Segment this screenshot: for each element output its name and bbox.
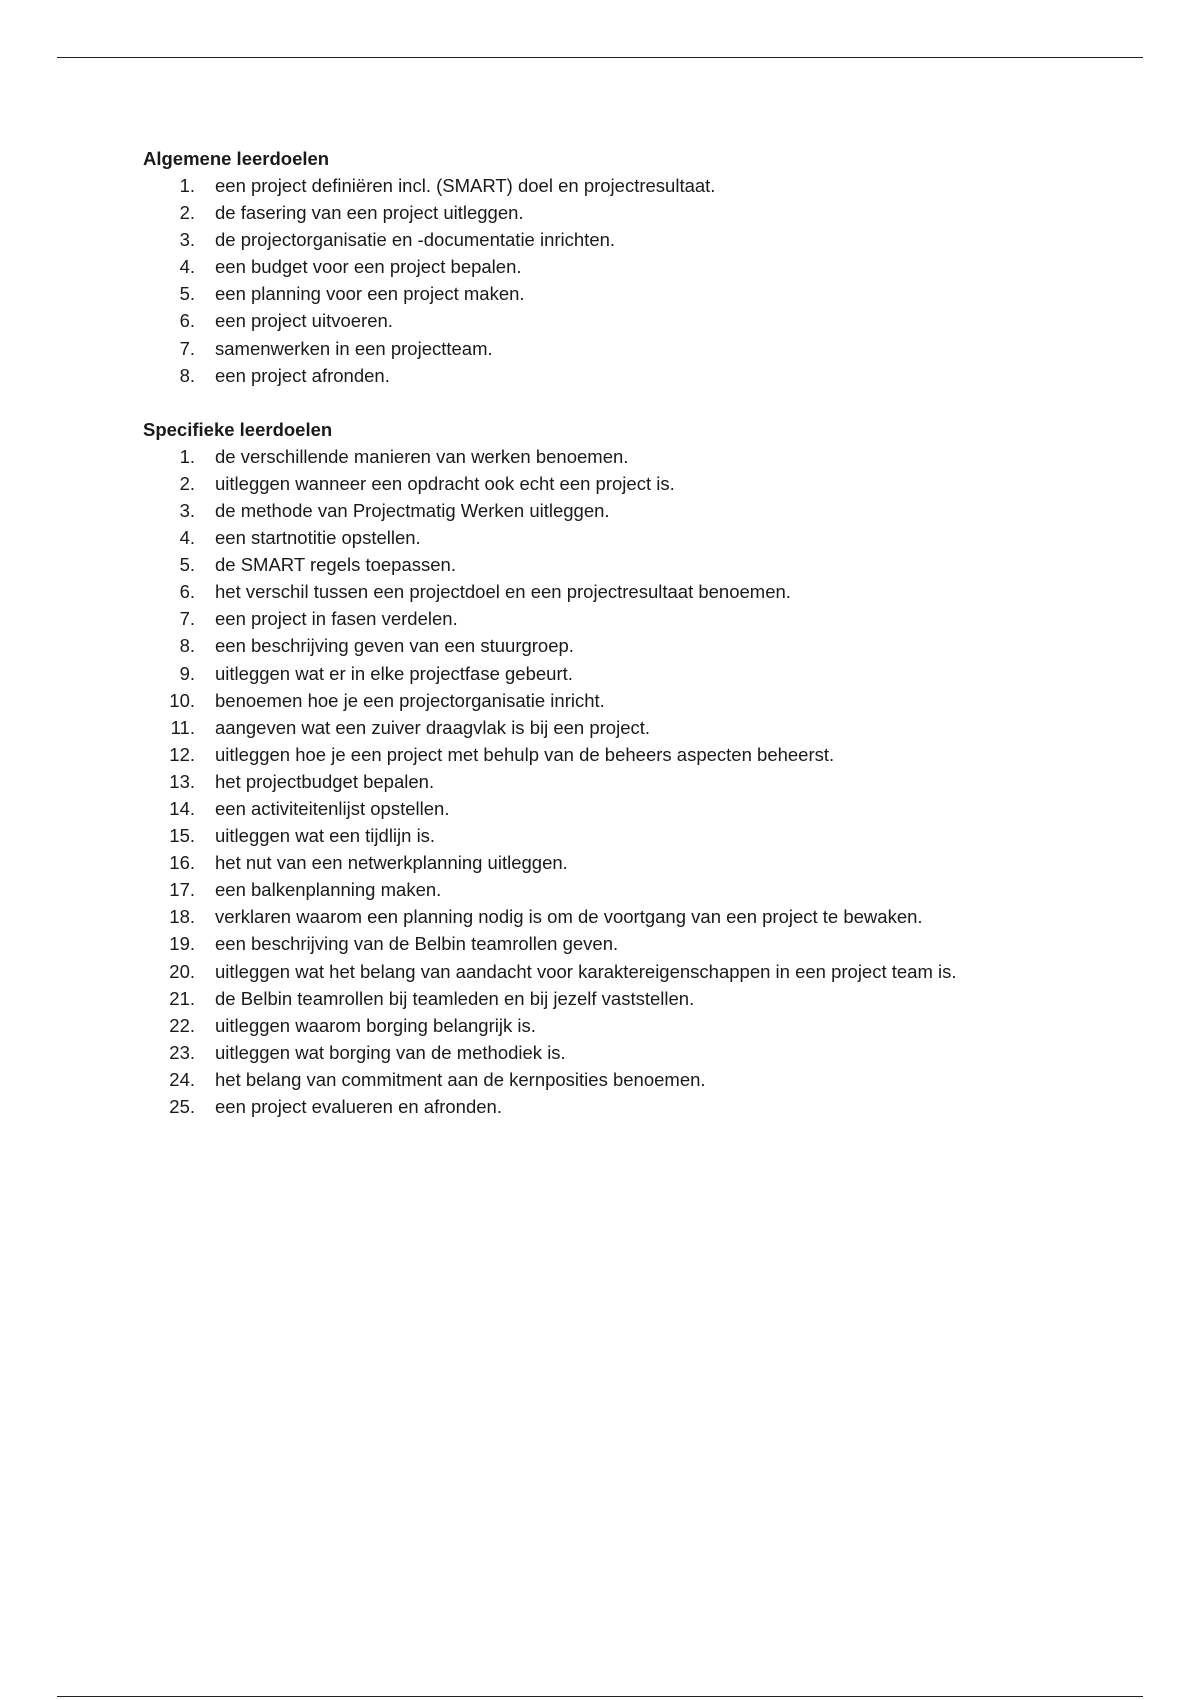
item-number: 2. [179,472,195,494]
list-item [143,199,1143,226]
item-text: uitleggen wat er in elke projectfase gebeurt. [215,662,573,684]
section-spacer [143,389,1143,416]
list-item [143,822,1143,849]
item-number: 4. [179,256,195,278]
list-item [143,1066,1143,1093]
header-rule [57,57,1143,58]
list-item [143,335,1143,362]
item-number: 4. [179,527,195,549]
item-text: het verschil tussen een projectdoel en een projectresultaat benoemen. [215,581,791,603]
list-item [143,768,1143,795]
learning-goals-list [143,172,1143,389]
item-number: 8. [179,635,195,657]
list-item [143,958,1143,985]
item-number: 1. [179,445,195,467]
item-number: 14. [169,797,195,819]
list-item [143,1039,1143,1066]
item-text: het nut van een netwerkplanning uitleggen. [215,852,568,874]
item-text: een planning voor een project maken. [215,283,525,305]
item-text: de methode van Projectmatig Werken uitleggen. [215,499,610,521]
item-text: de verschillende manieren van werken benoemen. [215,445,629,467]
item-number: 3. [179,499,195,521]
item-text: uitleggen wat het belang van aandacht voor karaktereigenschappen in een project team is. [215,960,957,982]
item-text: verklaren waarom een planning nodig is om de voortgang van een project te bewaken. [215,906,923,928]
item-number: 24. [169,1068,195,1090]
item-number: 16. [169,852,195,874]
item-number: 23. [169,1041,195,1063]
list-item [143,226,1143,253]
list-item [143,443,1143,470]
document-body [143,145,1143,1120]
list-item [143,714,1143,741]
section-heading: Algemene leerdoelen [143,148,330,169]
list-item [143,903,1143,930]
list-item [143,253,1143,280]
item-text: een budget voor een project bepalen. [215,256,522,278]
list-item [143,1012,1143,1039]
item-text: uitleggen waarom borging belangrijk is. [215,1014,536,1036]
item-text: de SMART regels toepassen. [215,554,456,576]
item-number: 21. [169,987,195,1009]
item-number: 6. [179,310,195,332]
item-text: een startnotitie opstellen. [215,527,421,549]
item-number: 5. [179,554,195,576]
list-item [143,741,1143,768]
learning-goals-list [143,443,1143,1120]
item-text: benoemen hoe je een projectorganisatie inricht. [215,689,605,711]
item-number: 9. [179,662,195,684]
item-number: 8. [179,364,195,386]
list-item [143,632,1143,659]
item-text: uitleggen wat een tijdlijn is. [215,825,436,847]
item-text: een beschrijving van de Belbin teamrollen geven. [215,933,619,955]
item-text: een project in fasen verdelen. [215,608,458,630]
list-item [143,172,1143,199]
item-number: 22. [169,1014,195,1036]
item-text: een project uitvoeren. [215,310,393,332]
item-number: 18. [169,906,195,928]
list-item [143,660,1143,687]
item-text: uitleggen wanneer een opdracht ook echt een project is. [215,472,675,494]
section-specific [143,416,1143,1120]
item-number: 1. [179,175,195,196]
item-number: 2. [179,202,195,224]
list-item [143,362,1143,389]
item-text: uitleggen wat borging van de methodiek is. [215,1041,566,1063]
list-item [143,307,1143,334]
item-number: 3. [179,229,195,251]
item-text: de projectorganisatie en -documentatie inrichten. [215,229,616,251]
list-item [143,524,1143,551]
item-number: 25. [169,1096,195,1117]
item-text: aangeven wat een zuiver draagvlak is bij een project. [215,716,651,738]
item-text: een project afronden. [215,364,390,386]
list-item [143,497,1143,524]
item-number: 6. [179,581,195,603]
item-number: 5. [179,283,195,305]
list-item [143,280,1143,307]
item-number: 7. [179,337,195,359]
list-item [143,470,1143,497]
list-item [143,1093,1143,1120]
list-item [143,930,1143,957]
item-text: een balkenplanning maken. [215,879,442,901]
footer-rule [57,1696,1143,1697]
list-item [143,876,1143,903]
item-number: 12. [169,743,195,765]
list-item [143,605,1143,632]
section-heading: Specifieke leerdoelen [143,418,333,440]
item-text: een beschrijving geven van een stuurgroep. [215,635,574,657]
item-text: uitleggen hoe je een project met behulp van de beheers aspecten beheerst. [215,743,835,765]
item-number: 10. [169,689,195,711]
item-number: 7. [179,608,195,630]
item-number: 20. [169,960,195,982]
section-general [143,145,1143,389]
item-text: een project evalueren en afronden. [215,1096,502,1117]
item-text: een project definiëren incl. (SMART) doel en projectresultaat. [215,175,716,196]
list-item [143,578,1143,605]
list-item [143,795,1143,822]
item-text: samenwerken in een projectteam. [215,337,493,359]
item-number: 17. [169,879,195,901]
item-text: het projectbudget bepalen. [215,770,435,792]
item-text: een activiteitenlijst opstellen. [215,797,450,819]
item-text: de Belbin teamrollen bij teamleden en bij jezelf vaststellen. [215,987,695,1009]
item-number: 13. [169,770,195,792]
item-text: het belang van commitment aan de kernposities benoemen. [215,1068,706,1090]
item-text: de fasering van een project uitleggen. [215,202,524,224]
list-item [143,849,1143,876]
item-number: 11. [170,716,195,738]
list-item [143,985,1143,1012]
item-number: 19. [169,933,195,955]
item-number: 15. [169,825,195,847]
list-item [143,551,1143,578]
list-item [143,687,1143,714]
